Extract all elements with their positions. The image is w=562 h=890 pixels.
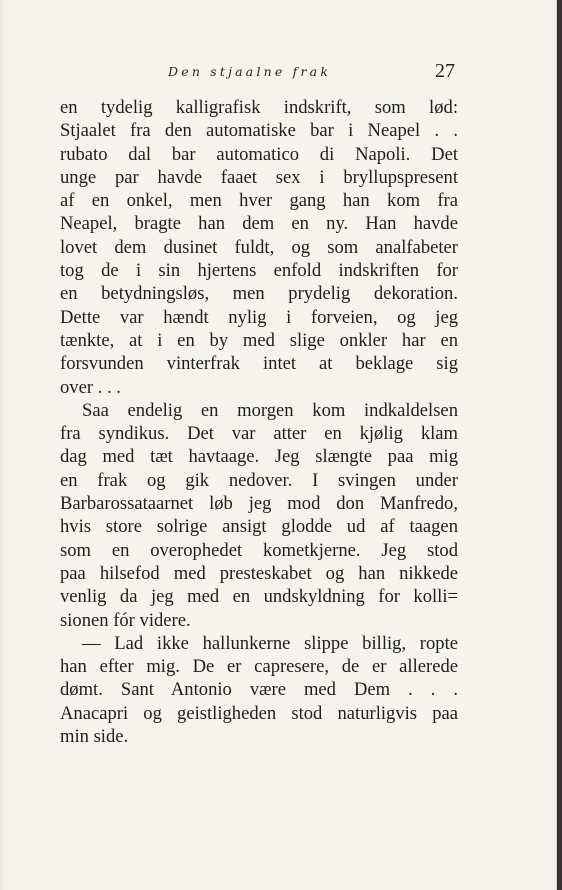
text-line: venlig da jeg med en undskyldning for kolli= (60, 586, 458, 608)
text-line: unge par havde faaet sex i bryllupspresent (60, 166, 458, 188)
text-line: min side. (60, 726, 129, 748)
text-line: Anacapri og geistligheden stod naturligvis paa (60, 702, 458, 724)
text-line: forsvunden vinterfrak intet at beklage sig (60, 353, 458, 375)
running-title: Den stjaalne frak (168, 64, 332, 79)
text-line: — Lad ikke hallunkerne slippe billig, ropte (82, 632, 458, 654)
text-line: dag med tæt havtaage. Jeg slængte paa mig (60, 446, 458, 468)
text-line: tænkte, at i en by med slige onkler har en (60, 329, 458, 351)
text-line: Saa endelig en morgen kom indkaldelsen (82, 399, 458, 421)
text-line: en frak og gik nedover. I svingen under (60, 469, 458, 491)
text-line: Barbarossataarnet løb jeg mod don Manfredo, (60, 493, 458, 515)
page-edge-shadow (0, 0, 6, 890)
body-text (60, 96, 458, 748)
page-number: 27 (435, 60, 455, 82)
text-line: Dette var hændt nylig i forveien, og jeg (60, 306, 458, 328)
text-line: han efter mig. De er capresere, de er allerede (60, 656, 458, 678)
text-line: som en overophedet kometkjerne. Jeg stod (60, 539, 458, 561)
text-line: over . . . (60, 376, 121, 398)
text-line: Neapel, bragte han dem en ny. Han havde (60, 213, 458, 235)
text-line: lovet dem dusinet fuldt, og som analfabeter (60, 236, 458, 258)
text-line: fra syndikus. Det var atter en kjølig klam (60, 423, 458, 445)
text-line: rubato dal bar automatico di Napoli. Det (60, 143, 458, 165)
text-line: en tydelig kalligrafisk indskrift, som lød: (60, 97, 458, 118)
text-line: tog de i sin hjertens enfold indskriften for (60, 260, 458, 282)
text-line: en betydningsløs, men prydelig dekoration. (60, 283, 458, 305)
text-line: hvis store solrige ansigt glodde ud af taagen (60, 516, 458, 538)
text-line: sionen fór videre. (60, 609, 191, 631)
text-line: Stjaalet fra den automatiske bar i Neapel . . (60, 120, 458, 142)
text-line: paa hilsefod med presteskabet og han nikkede (60, 562, 458, 584)
text-line: dømt. Sant Antonio være med Dem . . . (60, 679, 458, 701)
text-line: af en onkel, men hver gang han kom fra (60, 190, 458, 212)
